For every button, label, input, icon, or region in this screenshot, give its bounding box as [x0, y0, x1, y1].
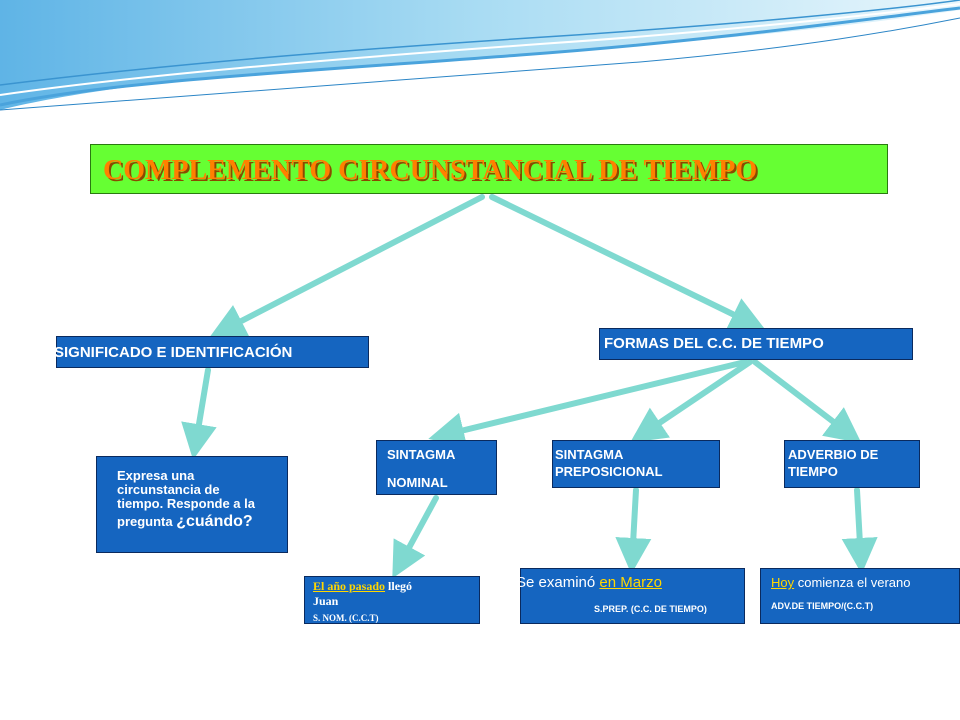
- definicion-pregunta: pregunta: [117, 514, 177, 529]
- definicion-cuando: ¿cuándo?: [176, 513, 253, 530]
- formas-label: FORMAS DEL C.C. DE TIEMPO: [604, 335, 824, 352]
- significado-label: SIGNIFICADO E IDENTIFICACIÓN: [54, 344, 293, 361]
- arrow-formas-to-adverbio: [755, 362, 852, 436]
- title-box: [90, 144, 888, 194]
- arrow-title-to-formas: [492, 197, 755, 325]
- adverbio-line-2: TIEMPO: [788, 464, 838, 479]
- sintagma-nominal-line-1: SINTAGMA: [387, 447, 456, 462]
- arrow-preposicional-to-example: [632, 490, 636, 562]
- diagram-title: COMPLEMENTO CIRCUNSTANCIAL DE TIEMPO: [103, 155, 758, 186]
- definicion-line-4: [117, 513, 253, 531]
- arrow-significado-to-definicion: [195, 370, 208, 448]
- definicion-line-3: tiempo. Responde a la: [117, 496, 255, 511]
- ejemplo-preposicional-note: S.PREP. (C.C. DE TIEMPO): [594, 604, 707, 614]
- ejemplo-nominal-note: S. NOM. (C.C.T): [313, 613, 379, 623]
- definicion-line-2: circunstancia de: [117, 482, 220, 497]
- ejemplo-adverbio-line-1: [771, 575, 910, 590]
- adverbio-box: [784, 440, 920, 488]
- sintagma-preposicional-line-1: SINTAGMA: [555, 447, 624, 462]
- sintagma-nominal-box: [376, 440, 497, 495]
- sintagma-preposicional-box: [552, 440, 720, 488]
- ejemplo-adverbio-word: Hoy: [771, 575, 795, 590]
- ejemplo-preposicional-text: Se examinó: [516, 574, 600, 591]
- ejemplo-nominal-box: [304, 576, 480, 624]
- adverbio-line-1: ADVERBIO DE: [788, 447, 879, 462]
- ejemplo-nominal-line-1: [313, 579, 412, 594]
- ejemplo-nominal-line-2: Juan: [313, 594, 339, 608]
- arrow-title-to-significado: [220, 197, 482, 332]
- ejemplo-adverbio-rest: comienza el verano: [794, 575, 911, 590]
- definicion-box: [96, 456, 288, 553]
- ejemplo-nominal-phrase: El año pasado: [313, 579, 386, 593]
- significado-box: [56, 336, 369, 368]
- arrow-adverbio-to-example: [857, 490, 861, 562]
- ejemplo-adverbio-note: ADV.DE TIEMPO/(C.C.T): [771, 601, 874, 611]
- ejemplo-adverbio-box: [760, 568, 960, 624]
- formas-box: [599, 328, 913, 360]
- ejemplo-preposicional-box: [516, 568, 745, 624]
- ejemplo-preposicional-line-1: [516, 574, 662, 591]
- ejemplo-preposicional-phrase: en Marzo: [599, 574, 662, 591]
- definicion-line-1: Expresa una: [117, 468, 195, 483]
- arrow-nominal-to-example: [398, 498, 436, 568]
- sintagma-preposicional-line-2: PREPOSICIONAL: [555, 464, 663, 479]
- sintagma-nominal-line-2: NOMINAL: [387, 475, 448, 490]
- ejemplo-nominal-verb: llegó: [385, 579, 413, 593]
